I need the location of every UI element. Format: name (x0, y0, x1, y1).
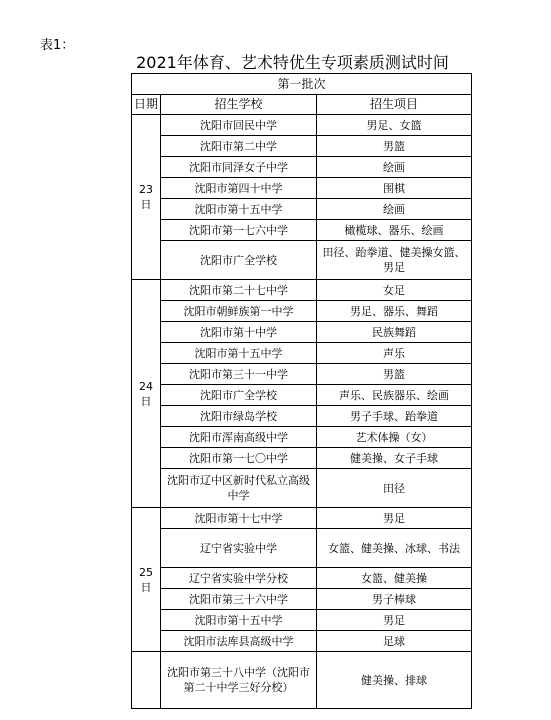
item-cell: 男子棒球 (317, 589, 472, 610)
table-row (132, 157, 472, 178)
date-cell: 24日 (132, 280, 161, 508)
item-cell: 健美操、排球 (317, 652, 472, 709)
school-cell: 沈阳市第二十七中学 (161, 280, 317, 301)
item-cell: 绘画 (317, 157, 472, 178)
school-cell: 沈阳市第一七六中学 (161, 220, 317, 241)
school-cell: 沈阳市第十中学 (161, 322, 317, 343)
table-row (132, 322, 472, 343)
item-cell: 声乐 (317, 343, 472, 364)
table-row (132, 199, 472, 220)
schedule-table (131, 73, 472, 709)
table-row (132, 136, 472, 157)
school-cell: 沈阳市第十五中学 (161, 199, 317, 220)
item-cell: 民族舞蹈 (317, 322, 472, 343)
school-cell: 沈阳市同泽女子中学 (161, 157, 317, 178)
table-row (132, 469, 472, 508)
date-cell: 23日 (132, 115, 161, 280)
date-cell (132, 652, 161, 709)
school-cell: 辽宁省实验中学 (161, 529, 317, 568)
item-cell: 男足、器乐、舞蹈 (317, 301, 472, 322)
item-cell: 女足 (317, 280, 472, 301)
item-cell: 田径、跆拳道、健美操女篮、男足 (317, 241, 472, 280)
header-item: 招生项目 (317, 95, 472, 115)
table-row (132, 610, 472, 631)
item-cell: 男足、女篮 (317, 115, 472, 136)
item-cell: 绘画 (317, 199, 472, 220)
table-row (132, 178, 472, 199)
batch-label: 第一批次 (132, 74, 472, 95)
school-cell: 沈阳市第三十六中学 (161, 589, 317, 610)
header-row (132, 95, 472, 115)
school-cell: 沈阳市第三十一中学 (161, 364, 317, 385)
school-cell: 沈阳市广全学校 (161, 385, 317, 406)
table-row (132, 631, 472, 652)
table-row (132, 568, 472, 589)
school-cell: 沈阳市第十五中学 (161, 610, 317, 631)
item-cell: 艺术体操（女） (317, 427, 472, 448)
item-cell: 橄榄球、器乐、绘画 (317, 220, 472, 241)
header-school: 招生学校 (161, 95, 317, 115)
table-row (132, 529, 472, 568)
table-row (132, 301, 472, 322)
school-cell: 沈阳市回民中学 (161, 115, 317, 136)
table-row (132, 508, 472, 529)
table-row (132, 241, 472, 280)
table-row (132, 220, 472, 241)
school-cell: 沈阳市第十七中学 (161, 508, 317, 529)
item-cell: 女篮、健美操 (317, 568, 472, 589)
item-cell: 健美操、女子手球 (317, 448, 472, 469)
school-cell: 沈阳市绿岛学校 (161, 406, 317, 427)
school-cell: 沈阳市第二中学 (161, 136, 317, 157)
batch-row (132, 74, 472, 95)
table-row (132, 385, 472, 406)
item-cell: 男篮 (317, 136, 472, 157)
item-cell: 男足 (317, 508, 472, 529)
table-row (132, 652, 472, 709)
school-cell: 沈阳市朝鲜族第一中学 (161, 301, 317, 322)
item-cell: 男足 (317, 610, 472, 631)
item-cell: 男子手球、跆拳道 (317, 406, 472, 427)
school-cell: 沈阳市第十五中学 (161, 343, 317, 364)
item-cell: 声乐、民族器乐、绘画 (317, 385, 472, 406)
table-row (132, 364, 472, 385)
school-cell: 沈阳市浑南高级中学 (161, 427, 317, 448)
table-row (132, 115, 472, 136)
item-cell: 足球 (317, 631, 472, 652)
header-date: 日期 (132, 95, 161, 115)
item-cell: 女篮、健美操、冰球、书法 (317, 529, 472, 568)
school-cell: 沈阳市辽中区新时代私立高级中学 (161, 469, 317, 508)
item-cell: 围棋 (317, 178, 472, 199)
date-cell: 25日 (132, 508, 161, 652)
page-title: 2021年体育、艺术特优生专项素质测试时间 (136, 53, 449, 72)
table-row (132, 280, 472, 301)
school-cell: 辽宁省实验中学分校 (161, 568, 317, 589)
table-row (132, 448, 472, 469)
table-row (132, 427, 472, 448)
table-row (132, 406, 472, 427)
school-cell: 沈阳市第一七〇中学 (161, 448, 317, 469)
table-row (132, 343, 472, 364)
item-cell: 男篮 (317, 364, 472, 385)
table-label: 表1： (40, 38, 75, 53)
school-cell: 沈阳市法库县高级中学 (161, 631, 317, 652)
item-cell: 田径 (317, 469, 472, 508)
table-row (132, 589, 472, 610)
school-cell: 沈阳市广全学校 (161, 241, 317, 280)
school-cell: 沈阳市第三十八中学（沈阳市第二十中学三好分校） (161, 652, 317, 709)
school-cell: 沈阳市第四十中学 (161, 178, 317, 199)
